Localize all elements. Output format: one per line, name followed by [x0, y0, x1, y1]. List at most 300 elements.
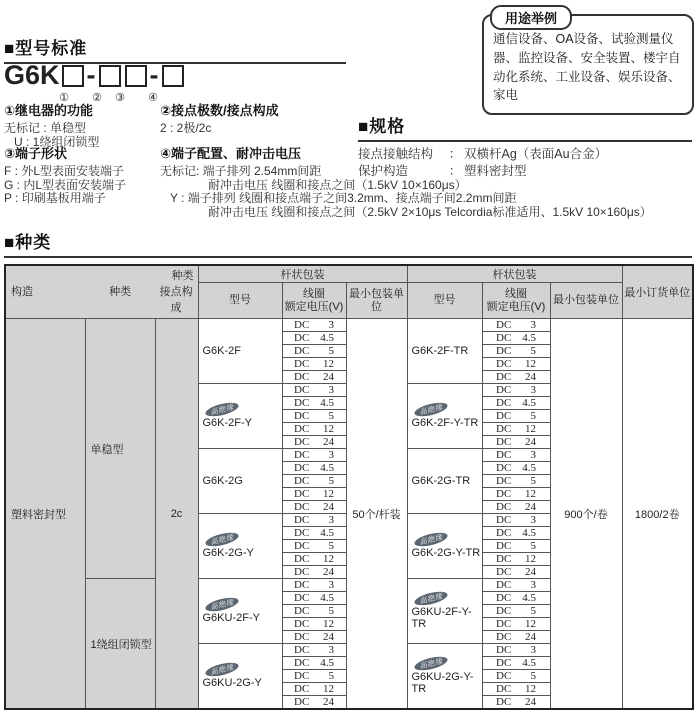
dc-number: 3 [328, 644, 334, 656]
dc-number: 12 [323, 358, 334, 370]
legend-line: 2 : 2极/2c [160, 121, 212, 135]
model-name: G6K-2G-Y-TR [411, 547, 481, 559]
cell-coil-voltage [282, 696, 346, 710]
cell-coil-voltage [282, 527, 346, 540]
dc-number: 4.5 [320, 397, 334, 409]
types-table [4, 264, 694, 710]
header-model-right: 型号 [407, 283, 482, 319]
cell-coil-voltage [282, 501, 346, 514]
dc-prefix: DC [496, 696, 512, 708]
dc-prefix: DC [496, 358, 512, 370]
dc-number: 5 [530, 475, 536, 487]
dc-prefix: DC [496, 436, 512, 448]
code-dash-1: - [86, 60, 96, 90]
legend-terminal-config-title: ④端子配置、耐冲击电压 [160, 146, 302, 161]
cell-coil-voltage [482, 475, 550, 488]
dc-number: 5 [328, 475, 334, 487]
dc-prefix: DC [294, 540, 310, 552]
dc-number: 24 [525, 566, 536, 578]
dc-prefix: DC [496, 371, 512, 383]
cell-coil-voltage [482, 527, 550, 540]
high-insulation-badge: 高绝缘 [413, 530, 449, 549]
high-insulation-badge: 高绝缘 [413, 400, 449, 419]
cell-coil-voltage [282, 631, 346, 644]
voltage-value [496, 423, 536, 435]
dc-number: 24 [323, 371, 334, 383]
dc-number: 3 [530, 579, 536, 591]
header-contact-config: 接点构成 [159, 286, 193, 314]
voltage-value [294, 423, 334, 435]
voltage-value [294, 670, 334, 682]
voltage-value [496, 319, 536, 331]
header-min-pack-left: 最小包装单位 [346, 283, 407, 319]
dc-number: 5 [328, 605, 334, 617]
cell-coil-voltage [282, 592, 346, 605]
dc-prefix: DC [294, 475, 310, 487]
dc-number: 12 [323, 553, 334, 565]
voltage-value [496, 540, 536, 552]
dc-number: 4.5 [522, 592, 536, 604]
dc-prefix: DC [294, 631, 310, 643]
dc-number: 12 [323, 488, 334, 500]
coil-line1: 线圈 [303, 287, 325, 300]
dc-number: 5 [530, 605, 536, 617]
types-title: ■种类 [4, 228, 692, 258]
cell-coil-voltage [282, 449, 346, 462]
code-digit-4: ④ [148, 92, 158, 104]
voltage-value [496, 449, 536, 461]
voltage-value [294, 410, 334, 422]
cell-coil-voltage [482, 371, 550, 384]
voltage-value [294, 475, 334, 487]
dc-number: 4.5 [320, 592, 334, 604]
dc-number: 12 [323, 423, 334, 435]
voltage-value [294, 436, 334, 448]
high-insulation-badge: 高绝缘 [413, 589, 449, 608]
voltage-value [294, 605, 334, 617]
dc-prefix: DC [294, 423, 310, 435]
voltage-value [294, 566, 334, 578]
legend-contact-poles [160, 100, 279, 136]
cell-coil-voltage [482, 397, 550, 410]
voltage-value [496, 514, 536, 526]
dc-number: 24 [323, 696, 334, 708]
header-coil-voltage-right [482, 283, 550, 319]
dc-number: 24 [525, 501, 536, 513]
model-name: G6K-2F-TR [411, 345, 469, 357]
badge-row [203, 663, 282, 677]
dc-number: 24 [323, 436, 334, 448]
dc-number: 12 [525, 358, 536, 370]
dc-number: 5 [530, 410, 536, 422]
voltage-value [294, 332, 334, 344]
coil-line2: 额定电压(V) [486, 300, 546, 313]
model-code-prefix: G6K [4, 60, 60, 90]
voltage-value [294, 397, 334, 409]
cell-coil-voltage [282, 410, 346, 423]
spec-value: 双横杆Ag（表面Au合金） [464, 147, 608, 161]
code-digit-1: ① [59, 92, 69, 104]
code-box-4 [162, 65, 184, 87]
legend-line: P : 印刷基板用端子 [4, 191, 106, 205]
table-row [5, 319, 693, 332]
dc-prefix: DC [496, 488, 512, 500]
cell-min-order: 1800/2卷 [622, 319, 693, 710]
dc-number: 3 [530, 384, 536, 396]
voltage-value [294, 644, 334, 656]
voltage-value [294, 345, 334, 357]
cell-kind: 单稳型 [85, 319, 155, 579]
cell-model [198, 319, 282, 384]
dc-number: 5 [328, 670, 334, 682]
cell-coil-voltage [482, 566, 550, 579]
spec-contact-structure [358, 147, 692, 162]
legend-line: Y : 端子排列 线圈和接点端子之间3.2mm、接点端子间2.2mm间距 [170, 191, 517, 205]
voltage-value [294, 696, 334, 708]
cell-coil-voltage [482, 423, 550, 436]
dc-number: 24 [323, 501, 334, 513]
cell-kind: 1绕组闭锁型 [85, 579, 155, 710]
dc-number: 24 [323, 631, 334, 643]
cell-coil-voltage [282, 514, 346, 527]
header-stick-packaging-left: 杆状包装 [198, 265, 407, 283]
cell-coil-voltage [482, 683, 550, 696]
legend-relay-function [4, 100, 99, 149]
dc-number: 24 [525, 696, 536, 708]
voltage-value [294, 462, 334, 474]
cell-model [407, 644, 482, 710]
dc-prefix: DC [496, 527, 512, 539]
cell-model [407, 514, 482, 579]
dc-prefix: DC [294, 618, 310, 630]
model-name: G6KU-2G-Y [202, 677, 262, 689]
voltage-value [496, 670, 536, 682]
header-kind: 种类 [109, 286, 132, 298]
dc-prefix: DC [496, 683, 512, 695]
dc-prefix: DC [496, 644, 512, 656]
voltage-value [496, 371, 536, 383]
voltage-value [496, 488, 536, 500]
cell-coil-voltage [482, 436, 550, 449]
dc-prefix: DC [496, 514, 512, 526]
dc-number: 3 [328, 384, 334, 396]
voltage-value [294, 384, 334, 396]
coil-line2: 额定电压(V) [284, 300, 344, 313]
badge-row [412, 403, 482, 417]
cell-coil-voltage [482, 592, 550, 605]
badge-row [412, 657, 482, 671]
cell-coil-voltage [282, 670, 346, 683]
cell-coil-voltage [482, 657, 550, 670]
cell-model [407, 384, 482, 449]
dc-number: 5 [328, 540, 334, 552]
cell-coil-voltage [282, 540, 346, 553]
code-box-3 [125, 65, 147, 87]
dc-number: 5 [328, 410, 334, 422]
dc-prefix: DC [294, 527, 310, 539]
cell-coil-voltage [482, 488, 550, 501]
dc-number: 3 [328, 449, 334, 461]
cell-model [198, 644, 282, 710]
dc-number: 12 [525, 488, 536, 500]
badge-row [203, 533, 282, 547]
code-dash-2: - [149, 60, 159, 90]
dc-number: 12 [525, 683, 536, 695]
cell-coil-voltage [282, 371, 346, 384]
header-kind-top: 种类 [171, 270, 194, 282]
model-name: G6KU-2G-Y-TR [411, 671, 474, 695]
dc-number: 4.5 [320, 462, 334, 474]
voltage-value [496, 475, 536, 487]
voltage-value [496, 579, 536, 591]
dc-prefix: DC [294, 696, 310, 708]
dc-number: 5 [530, 540, 536, 552]
spec-colon: ： [448, 147, 462, 161]
dc-prefix: DC [496, 384, 512, 396]
dc-prefix: DC [496, 397, 512, 409]
dc-number: 3 [328, 319, 334, 331]
dc-prefix: DC [294, 410, 310, 422]
model-name: G6K-2G-TR [411, 475, 471, 487]
cell-coil-voltage [282, 488, 346, 501]
dc-prefix: DC [294, 332, 310, 344]
dc-number: 4.5 [522, 462, 536, 474]
header-stick-packaging-right: 杆状包装 [407, 265, 622, 283]
legend-line: F : 外L型表面安装端子 [4, 164, 125, 178]
dc-prefix: DC [294, 488, 310, 500]
usage-example-box [482, 11, 694, 115]
cell-coil-voltage [282, 332, 346, 345]
cell-coil-voltage [282, 462, 346, 475]
dc-number: 4.5 [522, 332, 536, 344]
header-coil-voltage-left [282, 283, 346, 319]
cell-coil-voltage [282, 553, 346, 566]
dc-prefix: DC [496, 410, 512, 422]
cell-coil-voltage [482, 319, 550, 332]
voltage-value [496, 358, 536, 370]
legend-line: 耐冲击电压 线圈和接点之间（1.5kV 10×160μs） [208, 177, 467, 192]
dc-prefix: DC [496, 540, 512, 552]
code-digit-2: ② [92, 92, 102, 104]
dc-number: 12 [525, 553, 536, 565]
voltage-value [294, 618, 334, 630]
voltage-value [294, 488, 334, 500]
cell-coil-voltage [482, 332, 550, 345]
cell-coil-voltage [482, 670, 550, 683]
dc-prefix: DC [496, 631, 512, 643]
high-insulation-badge: 高绝缘 [204, 530, 240, 549]
legend-line: 无标记 : 单稳型 [4, 121, 87, 135]
voltage-value [294, 579, 334, 591]
cell-coil-voltage [482, 384, 550, 397]
cell-coil-voltage [282, 358, 346, 371]
dc-prefix: DC [496, 423, 512, 435]
voltage-value [496, 332, 536, 344]
dc-prefix: DC [496, 605, 512, 617]
cell-coil-voltage [282, 436, 346, 449]
voltage-value [294, 683, 334, 695]
legend-terminal-shape [4, 143, 126, 206]
dc-prefix: DC [496, 592, 512, 604]
dc-number: 3 [530, 644, 536, 656]
model-name: G6KU-2F-Y-TR [411, 606, 472, 630]
high-insulation-badge: 高绝缘 [413, 654, 449, 673]
dc-prefix: DC [294, 605, 310, 617]
cell-coil-voltage [482, 579, 550, 592]
model-name: G6K-2F [202, 345, 242, 357]
voltage-value [496, 436, 536, 448]
dc-prefix: DC [294, 657, 310, 669]
cell-coil-voltage [482, 345, 550, 358]
dc-prefix: DC [496, 319, 512, 331]
voltage-value [496, 553, 536, 565]
cell-coil-voltage [282, 618, 346, 631]
legend-relay-function-title: ①继电器的功能 [4, 103, 94, 118]
specs-section [358, 112, 692, 179]
dc-prefix: DC [496, 345, 512, 357]
cell-coil-voltage [282, 644, 346, 657]
dc-number: 4.5 [522, 657, 536, 669]
model-code-row [4, 60, 186, 91]
model-code [4, 60, 186, 105]
cell-min-pack-left: 50个/杆装 [346, 319, 407, 710]
voltage-value [496, 462, 536, 474]
code-box-2 [99, 65, 121, 87]
voltage-value [294, 501, 334, 513]
dc-prefix: DC [294, 384, 310, 396]
voltage-value [294, 527, 334, 539]
cell-coil-voltage [482, 618, 550, 631]
badge-row [203, 403, 282, 417]
dc-number: 3 [328, 514, 334, 526]
voltage-value [496, 657, 536, 669]
cell-coil-voltage [282, 397, 346, 410]
voltage-value [294, 657, 334, 669]
voltage-value [496, 566, 536, 578]
dc-prefix: DC [496, 618, 512, 630]
dc-prefix: DC [294, 371, 310, 383]
high-insulation-badge: 高绝缘 [204, 400, 240, 419]
cell-model [198, 579, 282, 644]
badge-row [203, 598, 282, 612]
cell-coil-voltage [282, 319, 346, 332]
dc-prefix: DC [496, 449, 512, 461]
cell-coil-voltage [282, 566, 346, 579]
cell-coil-voltage [482, 553, 550, 566]
voltage-value [496, 683, 536, 695]
cell-model [407, 319, 482, 384]
cell-model [407, 579, 482, 644]
dc-prefix: DC [496, 670, 512, 682]
dc-prefix: DC [294, 345, 310, 357]
header-min-order-unit: 最小订货单位 [622, 265, 693, 319]
dc-prefix: DC [294, 592, 310, 604]
cell-coil-voltage [482, 514, 550, 527]
legend-line: G : 内L型表面安装端子 [4, 177, 127, 192]
cell-coil-voltage [282, 423, 346, 436]
spec-label: 接点接触结构 [358, 147, 434, 161]
cell-coil-voltage [282, 345, 346, 358]
dc-prefix: DC [294, 358, 310, 370]
voltage-value [496, 527, 536, 539]
legend-terminal-shape-title: ③端子形状 [4, 146, 68, 161]
voltage-value [294, 449, 334, 461]
legend-line: U : 1绕组闭锁型 [14, 134, 100, 149]
cell-coil-voltage [482, 410, 550, 423]
voltage-value [496, 410, 536, 422]
dc-prefix: DC [294, 644, 310, 656]
spec-value: 塑料密封型 [464, 164, 527, 178]
voltage-value [496, 631, 536, 643]
voltage-value [496, 592, 536, 604]
dc-prefix: DC [496, 657, 512, 669]
dc-prefix: DC [294, 436, 310, 448]
voltage-value [496, 696, 536, 708]
voltage-value [294, 553, 334, 565]
dc-number: 3 [530, 514, 536, 526]
dc-prefix: DC [294, 449, 310, 461]
model-name: G6K-2F-Y-TR [411, 417, 479, 429]
dc-number: 3 [530, 449, 536, 461]
cell-coil-voltage [282, 605, 346, 618]
dc-prefix: DC [496, 462, 512, 474]
dc-number: 4.5 [320, 657, 334, 669]
cell-coil-voltage [282, 657, 346, 670]
cell-model [198, 514, 282, 579]
header-corner-cell [5, 265, 198, 319]
dc-prefix: DC [496, 566, 512, 578]
legend-line: 耐冲击电压 线圈和接点之间（2.5kV 2×10μs Telcordia标准适用、1.5kV 10×160μs） [208, 204, 652, 219]
spec-colon: ： [448, 164, 462, 178]
model-name: G6K-2G [202, 475, 243, 487]
dc-number: 3 [328, 579, 334, 591]
cell-coil-voltage [282, 475, 346, 488]
voltage-value [294, 631, 334, 643]
coil-line1: 线圈 [505, 287, 527, 300]
cell-model [198, 449, 282, 514]
dc-prefix: DC [496, 332, 512, 344]
dc-prefix: DC [294, 579, 310, 591]
dc-number: 5 [328, 345, 334, 357]
cell-coil-voltage [282, 384, 346, 397]
badge-row [412, 592, 482, 606]
header-construction: 构造 [11, 286, 33, 298]
cell-model [407, 449, 482, 514]
header-min-pack-right: 最小包装单位 [550, 283, 622, 319]
dc-number: 5 [530, 345, 536, 357]
cell-coil-voltage [482, 462, 550, 475]
dc-prefix: DC [294, 683, 310, 695]
voltage-value [496, 618, 536, 630]
cell-model [198, 384, 282, 449]
voltage-value [496, 345, 536, 357]
dc-number: 3 [530, 319, 536, 331]
dc-number: 12 [323, 618, 334, 630]
table-body [5, 319, 693, 710]
code-digit-3: ③ [115, 92, 125, 104]
voltage-value [496, 644, 536, 656]
model-standard-title: ■型号标准 [4, 34, 346, 64]
table-header-row-1 [5, 265, 693, 283]
cell-coil-voltage [482, 449, 550, 462]
cell-coil-voltage [482, 644, 550, 657]
voltage-value [496, 501, 536, 513]
dc-number: 12 [323, 683, 334, 695]
dc-number: 24 [323, 566, 334, 578]
dc-number: 24 [525, 436, 536, 448]
spec-protection [358, 164, 692, 179]
voltage-value [496, 397, 536, 409]
